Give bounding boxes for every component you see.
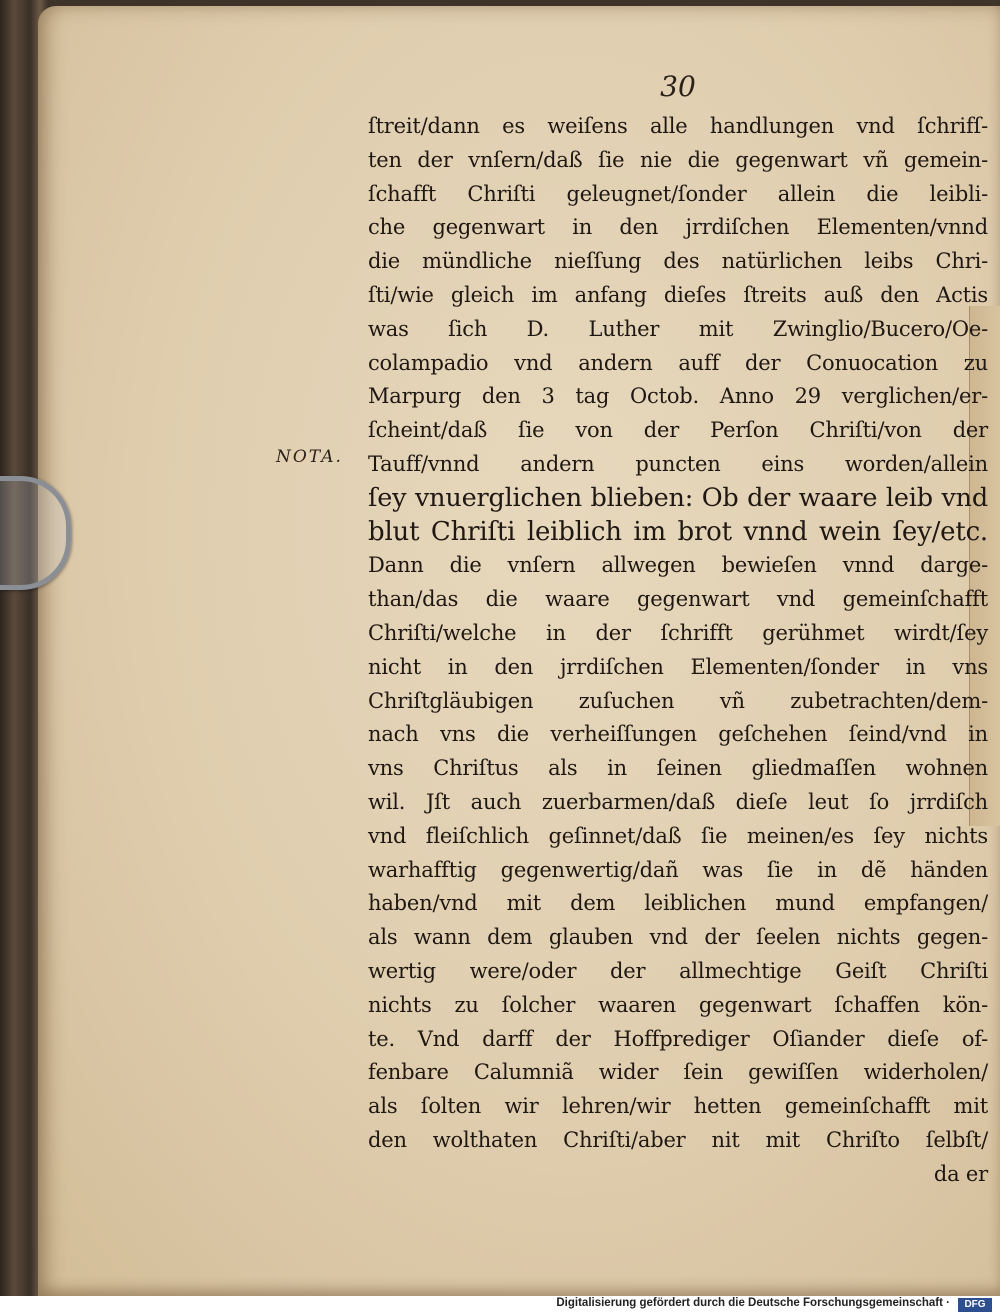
text-line: da er <box>933 1161 988 1186</box>
text-line: die mündliche nieſſung des natürlichen leibs Chri- <box>368 249 988 274</box>
text-line: che gegenwart in den jrrdiſchen Elementen/vnnd <box>368 215 988 240</box>
text-line: Tauff/vnnd andern puncten eins worden/allein <box>368 451 988 476</box>
text-line: Chriſtgläubigen zuſuchen vñ zubetrachten/dem- <box>368 688 988 713</box>
text-line: Dann die vnſern allwegen bewieſen vnnd darge- <box>368 553 988 578</box>
text-line: den wolthaten Chriſti/aber nit mit Chriſto ſelbſt/ <box>368 1127 988 1152</box>
text-line: Chriſti/welche in der ſchrifft gerühmet wirdt/ſey <box>368 620 988 645</box>
text-line: ſcheint/daß ſie von der Perſon Chriſti/von der <box>368 418 988 443</box>
text-line: wertig were/oder der allmechtige Geiſt Chriſti <box>368 958 988 983</box>
text-block <box>368 110 988 1192</box>
text-line: fenbare Calumniã wider ſein gewiſſen widerholen/ <box>368 1060 988 1085</box>
text-line: vns Chriſtus als in ſeinen gliedmaſſen wohnen <box>368 756 988 781</box>
text-line: Marpurg den 3 tag Octob. Anno 29 verglichen/er- <box>368 384 988 409</box>
text-line: was ſich D. Luther mit Zwinglio/Bucero/Oe- <box>368 316 988 341</box>
text-line: nichts zu ſolcher waaren gegenwart ſchaffen kön- <box>368 992 988 1017</box>
text-line: ſti/wie gleich im anfang dieſes ſtreits auß den Actis <box>368 282 988 307</box>
footer-credit: Digitalisierung gefördert durch die Deutsche Forschungsgemeinschaft · <box>556 1297 950 1309</box>
text-line: ten der vnſern/daß ſie nie die gegenwart vñ gemein- <box>368 147 988 172</box>
page-number: 30 <box>660 70 696 103</box>
book-page <box>38 6 1000 1296</box>
text-line: als ſolten wir lehren/wir hetten gemeinſchafft mit <box>368 1094 988 1119</box>
text-line: als wann dem glauben vnd der ſeelen nichts gegen- <box>368 925 988 950</box>
text-line: colampadio vnd andern auff der Conuocation zu <box>368 350 988 375</box>
margin-note: NOTA. <box>276 447 343 467</box>
text-line: wil. Jſt auch zuerbarmen/daß dieſe leut ſo jrrdiſch <box>368 789 988 814</box>
text-line: warhafftig gegenwertig/dañ was ſie in dẽ händen <box>368 857 988 882</box>
dfg-logo: DFG <box>958 1298 992 1312</box>
text-line: vnd fleiſchlich geſinnet/daß ſie meinen/es ſey nichts <box>368 823 988 848</box>
text-line: ſey vnuerglichen blieben: Ob der waare leib vnd <box>368 482 988 513</box>
text-line: ſtreit/dann es weiſens alle handlungen vnd ſchrifſ- <box>368 114 988 138</box>
text-line: nach vns die verheiſſungen geſchehen ſeind/vnd in <box>368 722 988 747</box>
text-line: te. Vnd darff der Hoffprediger Oſiander dieſe of- <box>368 1026 988 1051</box>
text-line: nicht in den jrrdiſchen Elementen/ſonder in vns <box>368 654 988 679</box>
text-line: blut Chriſti leiblich im brot vnnd wein ſey/etc. <box>368 516 988 547</box>
text-line: than/das die waare gegenwart vnd gemeinſchafft <box>368 587 988 612</box>
text-line: ſchafft Chriſti geleugnet/ſonder allein die leibli- <box>368 181 988 206</box>
text-line: haben/vnd mit dem leiblichen mund empfangen/ <box>368 891 988 916</box>
footer-bar <box>0 1296 1000 1315</box>
